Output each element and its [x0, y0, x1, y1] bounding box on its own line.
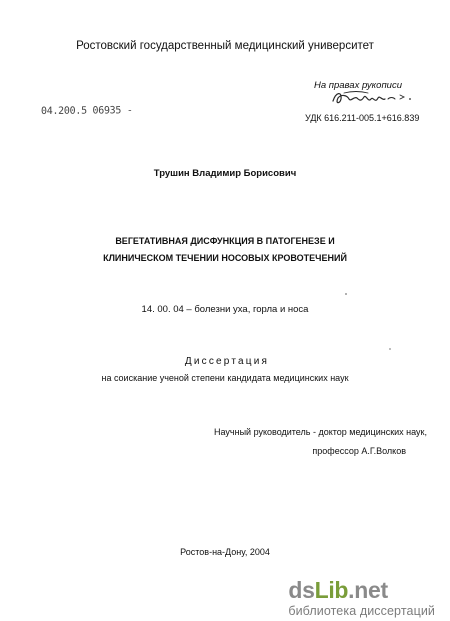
document-type: Диссертация [184, 356, 270, 367]
supervisor-line: Научный руководитель - доктор медицинских наук, [214, 427, 427, 437]
thesis-title-line-2: КЛИНИЧЕСКОМ ТЕЧЕНИИ НОСОВЫХ КРОВОТЕЧЕНИЙ [103, 253, 347, 263]
supervisor-name: профессор А.Г.Волков [312, 446, 406, 456]
city-and-year: Ростов-на-Дону, 2004 [180, 547, 270, 557]
dslib-watermark[interactable] [288, 579, 435, 618]
degree-description: на соискание ученой степени кандидата медицинских наук [101, 373, 349, 383]
scan-speck [389, 348, 391, 350]
handwritten-signature [330, 87, 422, 109]
logo-lib-part: Lib [314, 577, 349, 603]
dslib-logo [288, 579, 435, 601]
manuscript-rights-note: На правах рукописи [313, 80, 402, 91]
logo-ds-part: ds [288, 577, 315, 603]
university-name: Ростовский государственный медицинский университет [76, 40, 374, 52]
scan-speck [345, 293, 347, 295]
udc-code: УДК 616.211-005.1+616.839 [305, 113, 420, 123]
watermark-subtitle: библиотека диссертаций [288, 604, 435, 618]
logo-net-part: .net [348, 577, 388, 603]
archive-stamp-number: 04.200.5 06935 - [40, 105, 133, 117]
thesis-title-line-1: ВЕГЕТАТИВНАЯ ДИСФУНКЦИЯ В ПАТОГЕНЕЗЕ И [115, 236, 335, 246]
author-name: Трушин Владимир Борисович [153, 168, 297, 179]
specialty-code: 14. 00. 04 – болезни уха, горла и носа [141, 304, 309, 315]
